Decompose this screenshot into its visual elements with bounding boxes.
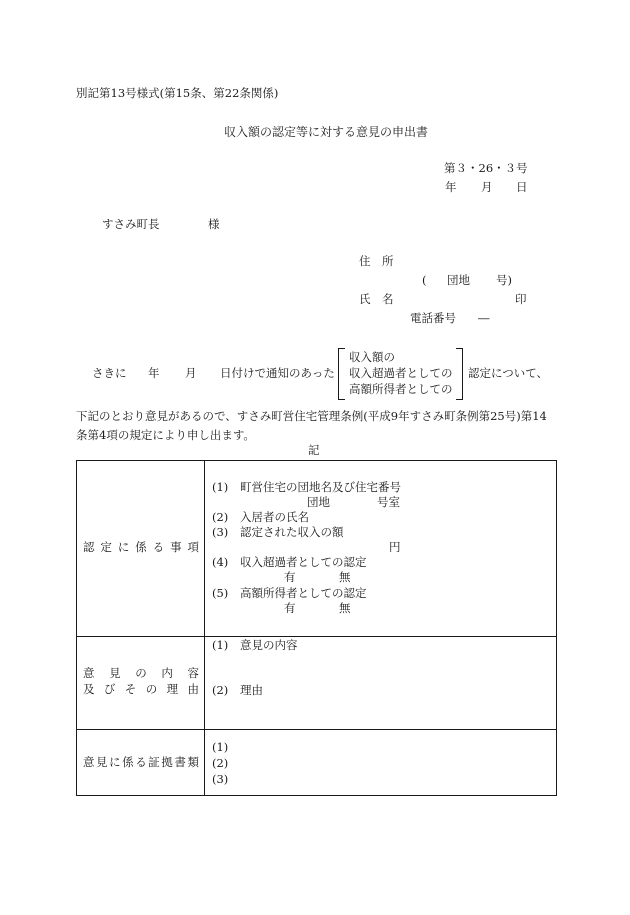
complex-number: 号) (496, 273, 512, 287)
evidence-2-number: (2) (212, 756, 229, 770)
item1-room: 号室 (377, 495, 400, 509)
item2-label: 入居者の氏名 (240, 510, 309, 524)
date-month: 月 (481, 180, 493, 194)
opinion-item1-label: 意見の内容 (240, 638, 298, 652)
document-number: 第３・26・３号 (444, 161, 528, 175)
phone-label: 電話番号 (410, 311, 456, 325)
phone-dash: ― (478, 311, 490, 325)
item3-number: (3) (212, 525, 229, 539)
address-label: 住 所 (359, 254, 394, 268)
item3-label: 認定された収入の額 (240, 525, 344, 539)
complex-label: 団地 (447, 273, 470, 287)
item4-number: (4) (212, 555, 229, 569)
name-label: 氏 名 (359, 292, 394, 306)
item5-label: 高額所得者としての認定 (240, 586, 367, 600)
item3-yen: 円 (389, 540, 401, 554)
ki-heading: 記 (308, 443, 320, 457)
opinion-item1-number: (1) (212, 638, 229, 652)
item2-number: (2) (212, 510, 229, 524)
item5-number: (5) (212, 586, 229, 600)
item1-number: (1) (212, 480, 229, 494)
statement-notice: 日付けで通知のあった (220, 366, 335, 380)
statement-year: 年 (148, 366, 160, 380)
document-title: 収入額の認定等に対する意見の申出書 (224, 125, 429, 139)
recipient-honorific: 様 (208, 217, 220, 231)
bracket-left (338, 348, 345, 400)
opinion-item2-label: 理由 (240, 683, 263, 697)
option-income: 収入額の (349, 350, 395, 364)
evidence-1-number: (1) (212, 740, 229, 754)
evidence-3-number: (3) (212, 772, 229, 786)
recipient-name: すさみ町長 (102, 217, 160, 231)
statement-month: 月 (185, 366, 197, 380)
complex-open-paren: ( (422, 273, 427, 287)
item1-label: 町営住宅の団地名及び住宅番号 (240, 480, 401, 494)
item5-no: 無 (339, 601, 351, 615)
table-row-divider-1 (77, 636, 556, 637)
bracket-right (456, 348, 463, 400)
label-and-reason: 及びその理由 (83, 682, 199, 696)
date-day: 日 (516, 180, 528, 194)
option-high-income: 高額所得者としての (349, 382, 453, 396)
opinion-table (76, 460, 557, 796)
table-row-divider-2 (77, 729, 556, 730)
statement-suffix: 認定について、 (468, 366, 549, 380)
date-year: 年 (445, 180, 457, 194)
table-column-divider (204, 461, 205, 795)
item4-no: 無 (339, 570, 351, 584)
label-opinion-content: 意見の内容 (83, 666, 199, 680)
item1-complex: 団地 (307, 495, 330, 509)
item5-yes: 有 (284, 601, 296, 615)
seal-mark: 印 (515, 292, 527, 306)
opinion-item2-number: (2) (212, 683, 229, 697)
option-excess-income: 収入超過者としての (349, 366, 453, 380)
statement-prefix: さきに (92, 366, 127, 380)
item4-label: 収入超過者としての認定 (240, 555, 367, 569)
item4-yes: 有 (284, 570, 296, 584)
statement-body: 下記のとおり意見があるので、すさみ町営住宅管理条例(平成9年すさみ町条例第25号)第14条第4項の規定により申し出ます。 (76, 409, 547, 442)
form-reference: 別記第13号様式(第15条、第22条関係) (76, 86, 279, 100)
label-certified-matters: 認定に係る事項 (83, 540, 199, 554)
label-evidence-documents: 意見に係る証拠書類 (83, 755, 199, 769)
